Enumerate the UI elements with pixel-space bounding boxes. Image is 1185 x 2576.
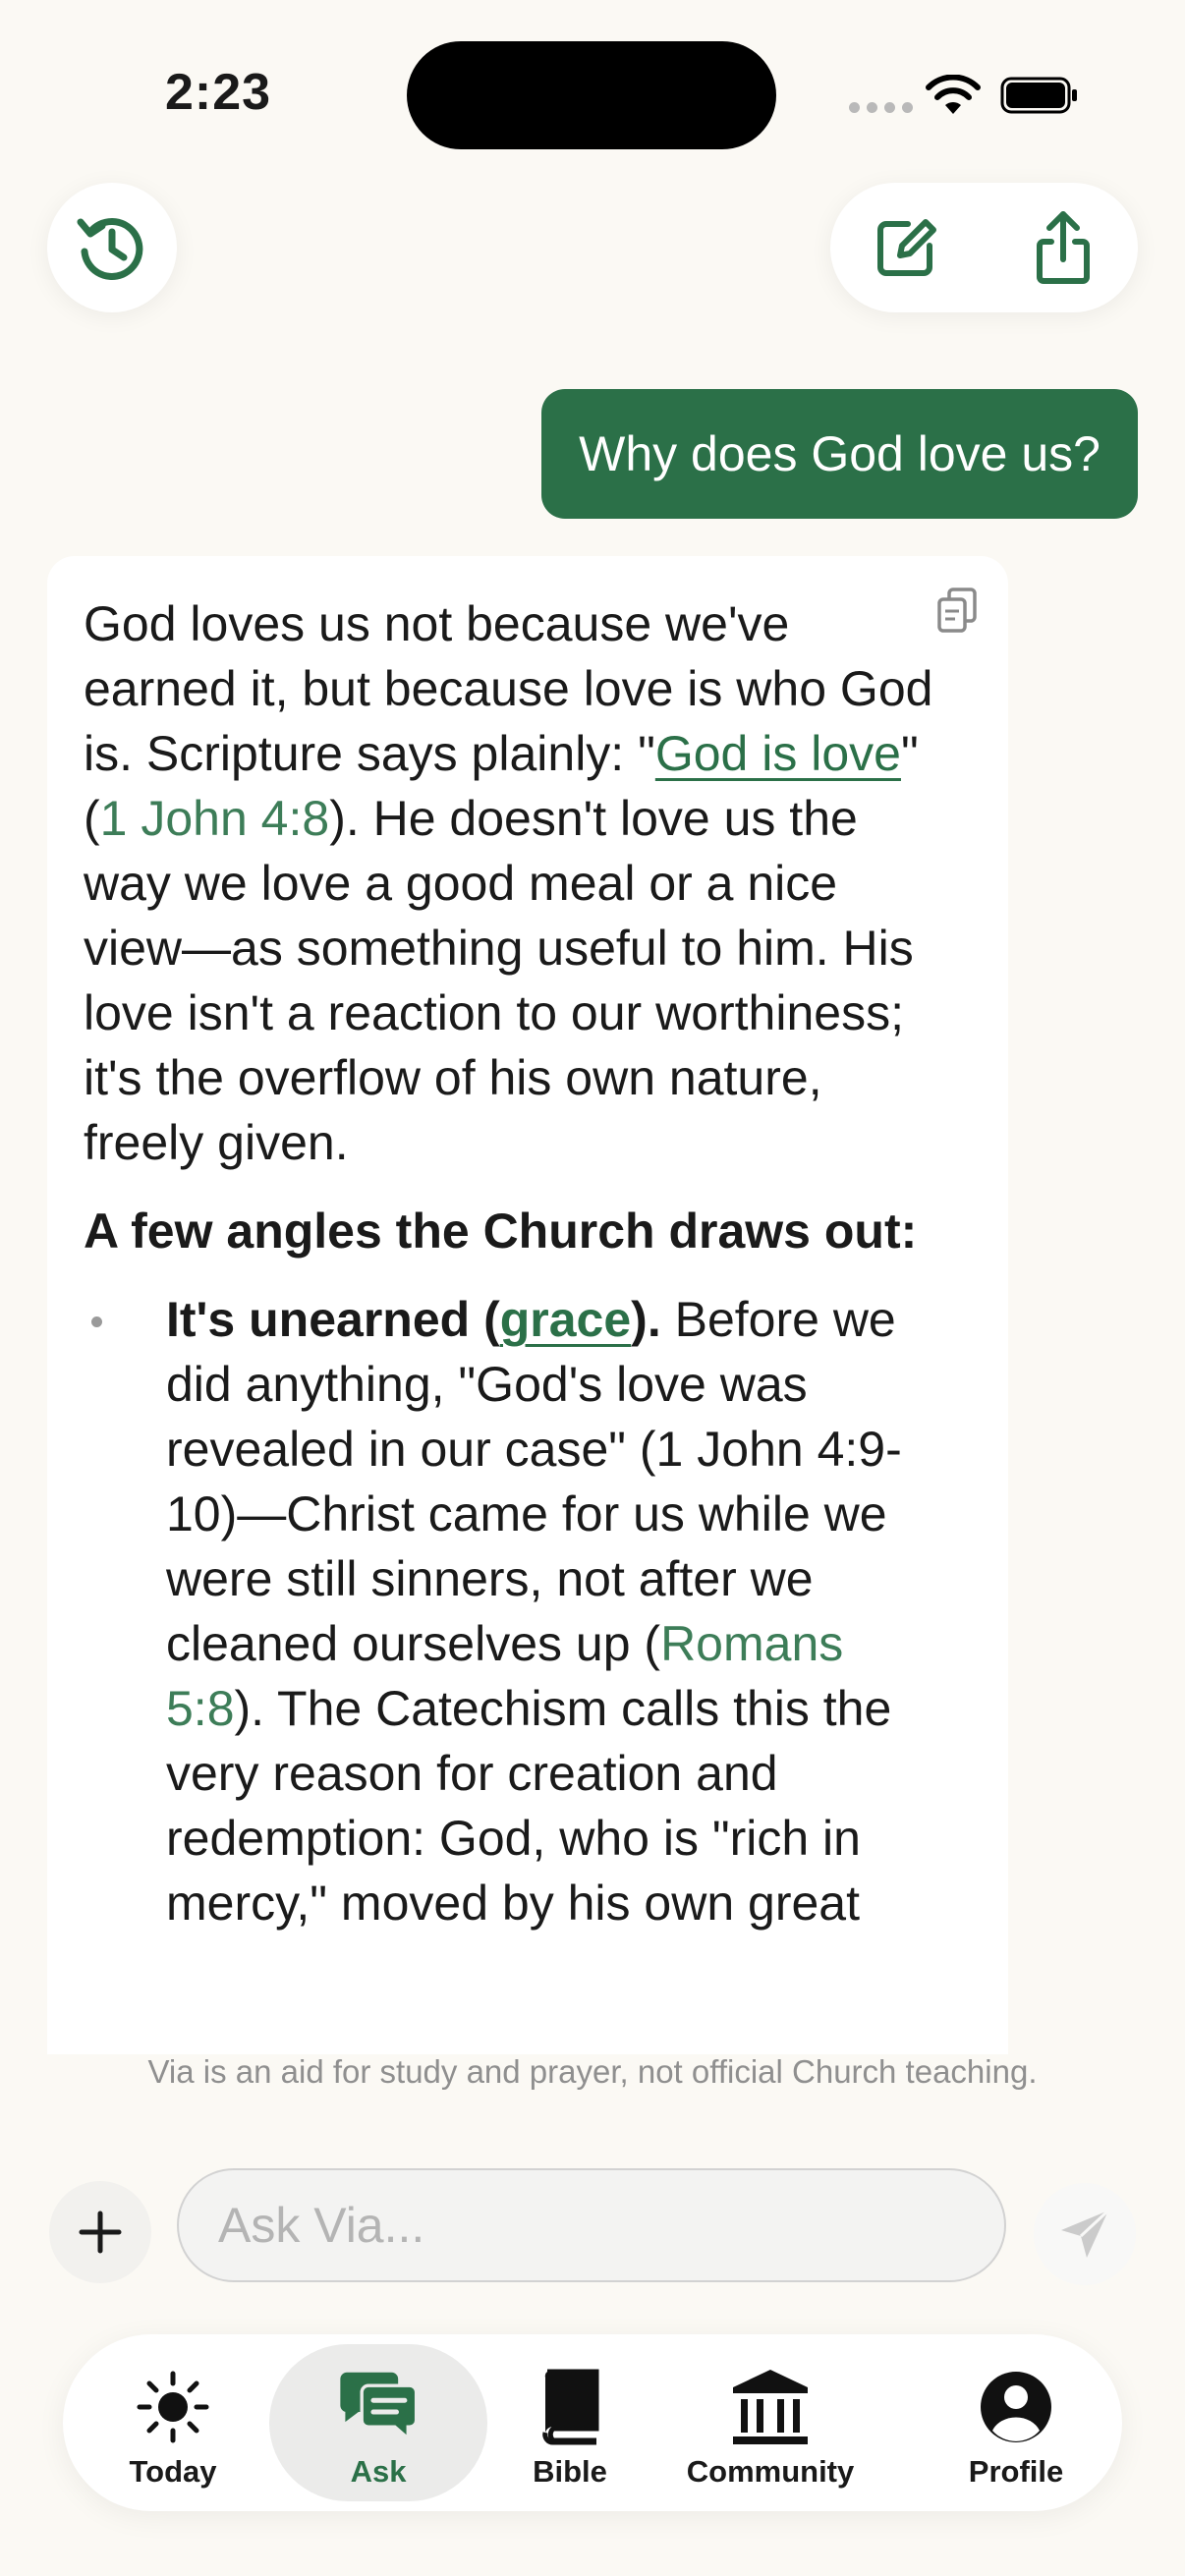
answer-body	[84, 591, 948, 1935]
answer-paragraph: God loves us not because we've earned it, but because love is who God is. Scripture says plainly: "God is love" (1 John 4:8). He doesn't love us the way we love a good meal or a nice view—as something useful to him. His love isn't a reaction to our worthiness; it's the overflow of his own nature, freely given.	[84, 596, 933, 1170]
disclaimer-text: Via is an aid for study and prayer, not official Church teaching.	[147, 2053, 1038, 2090]
history-icon	[73, 208, 151, 287]
send-button[interactable]	[1034, 2183, 1136, 2285]
plus-icon	[78, 2210, 123, 2255]
church-building-icon	[729, 2368, 812, 2446]
tab-profile[interactable]	[945, 2344, 1087, 2501]
assistant-answer-card	[47, 556, 1008, 2054]
list-item: It's unearned (grace). Before we did anything, "God's love was revealed in our case" (1 John 4:9-10)—Christ came for us while we were still sinners, not after we cleaned ourselves up (Romans 5:8). The Catechism calls this the very reason for creation and redemption: God, who is "rich in mercy," moved by his own great	[84, 1287, 942, 1935]
share-icon	[1028, 208, 1099, 287]
tab-bar	[63, 2334, 1122, 2511]
bullet-dot	[91, 1316, 102, 1327]
attach-button[interactable]	[49, 2181, 151, 2283]
status-time: 2:23	[165, 64, 272, 121]
answer-heading: A few angles the Church draws out:	[84, 1204, 918, 1259]
user-message-bubble: Why does God love us?	[541, 389, 1138, 519]
scripture-ref-1-john-4-8[interactable]: 1 John 4:8	[99, 791, 330, 846]
cellular-signal-icon	[849, 102, 913, 113]
tab-community[interactable]	[672, 2344, 869, 2501]
tab-label: Ask	[350, 2454, 407, 2489]
top-actions-pill	[830, 183, 1138, 312]
tab-label: Bible	[533, 2454, 607, 2489]
sun-icon	[134, 2368, 212, 2446]
grace-link[interactable]: grace	[499, 1292, 632, 1347]
new-chat-button[interactable]	[862, 203, 950, 292]
compose-icon	[871, 212, 941, 283]
book-icon	[536, 2368, 604, 2446]
tab-bible[interactable]	[501, 2344, 639, 2501]
chat-bubbles-icon	[337, 2366, 420, 2448]
tab-label: Today	[129, 2454, 217, 2489]
scripture-ref-romans-5-8[interactable]: Romans 5:8	[166, 1616, 844, 1736]
tab-ask[interactable]	[269, 2344, 487, 2501]
history-button[interactable]	[47, 183, 177, 312]
battery-icon	[1000, 77, 1079, 114]
share-button[interactable]	[1019, 203, 1107, 292]
wifi-icon	[924, 75, 983, 118]
ask-input[interactable]	[177, 2168, 1006, 2282]
tab-today[interactable]	[100, 2344, 246, 2501]
god-is-love-link[interactable]: God is love	[654, 726, 901, 781]
person-icon	[979, 2370, 1053, 2444]
tab-label: Community	[686, 2454, 855, 2489]
dynamic-island	[407, 41, 776, 149]
send-icon	[1055, 2205, 1114, 2264]
tab-label: Profile	[968, 2454, 1064, 2489]
